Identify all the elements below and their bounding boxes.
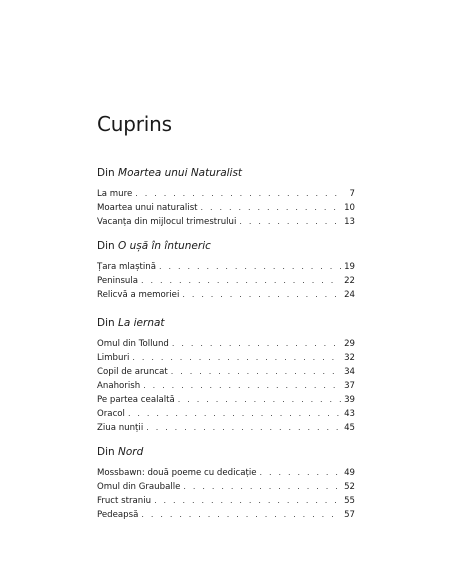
entry-title: Vacanța din mijlocul trimestrului: [97, 217, 237, 227]
section-book-title: La iernat: [118, 317, 165, 329]
entry-title: Omul din Grauballe: [97, 482, 181, 492]
dot-leader: [178, 393, 341, 407]
entry-page-number: 10: [344, 203, 355, 213]
entry-page-number: 13: [344, 217, 355, 227]
toc-entry: [97, 187, 355, 201]
dot-leader: [132, 351, 341, 365]
toc-entry: [97, 407, 355, 421]
entry-title: La mure: [97, 189, 133, 199]
toc-entry: [97, 494, 355, 508]
toc-entry: [97, 480, 355, 494]
dot-leader: [146, 421, 341, 435]
section-heading: [97, 240, 355, 254]
entry-page-number: 7: [349, 189, 355, 199]
entry-page-number: 24: [344, 290, 355, 300]
toc-entry: [97, 337, 355, 351]
toc-entry: [97, 288, 355, 302]
toc-section: [97, 317, 355, 435]
entry-title: Fruct straniu: [97, 496, 152, 506]
section-prefix: Din: [97, 317, 115, 329]
toc-entry: [97, 260, 355, 274]
section-book-title: O ușă în întuneric: [118, 240, 211, 252]
entry-title: Copil de aruncat: [97, 367, 168, 377]
entry-title: Relicvă a memoriei: [97, 290, 180, 300]
entry-page-number: 55: [344, 496, 355, 506]
dot-leader: [183, 480, 341, 494]
entry-page-number: 29: [344, 339, 355, 349]
toc-entry: [97, 508, 355, 522]
dot-leader: [182, 288, 341, 302]
toc-entry: [97, 365, 355, 379]
dot-leader: [171, 365, 341, 379]
entry-title: Omul din Tollund: [97, 339, 169, 349]
entry-title: Moartea unui naturalist: [97, 203, 198, 213]
entry-page-number: 32: [344, 353, 355, 363]
entry-page-number: 22: [344, 276, 355, 286]
section-book-title: Moartea unui Naturalist: [118, 167, 243, 179]
entry-title: Oracol: [97, 409, 125, 419]
entry-title: Țara mlaștină: [97, 262, 157, 272]
dot-leader: [260, 466, 342, 480]
section-book-title: Nord: [118, 446, 144, 458]
entry-title: Pedeapsă: [97, 510, 139, 520]
dot-leader: [154, 494, 341, 508]
dot-leader: [141, 508, 341, 522]
entry-title: Mossbawn: două poeme cu dedicație: [97, 468, 257, 478]
toc-section: [97, 446, 355, 522]
entry-page-number: 52: [344, 482, 355, 492]
section-heading: [97, 167, 355, 181]
toc-entry: [97, 421, 355, 435]
entry-title: Limburi: [97, 353, 130, 363]
entry-title: Peninsula: [97, 276, 139, 286]
dot-leader: [128, 407, 341, 421]
toc-entry: [97, 466, 355, 480]
entry-page-number: 37: [344, 381, 355, 391]
toc-entry: [97, 393, 355, 407]
section-prefix: Din: [97, 240, 115, 252]
dot-leader: [239, 215, 341, 229]
section-heading: [97, 446, 355, 460]
entry-page-number: 43: [344, 409, 355, 419]
entry-title: Ziua nunții: [97, 423, 144, 433]
toc-entry: [97, 274, 355, 288]
entry-title: Anahorish: [97, 381, 141, 391]
entry-page-number: 39: [344, 395, 355, 405]
toc-entry: [97, 351, 355, 365]
toc-entry: [97, 379, 355, 393]
toc-section: [97, 167, 355, 229]
entry-page-number: 19: [344, 262, 355, 272]
dot-leader: [172, 337, 341, 351]
toc-entry: [97, 201, 355, 215]
toc-section: [97, 240, 355, 302]
toc-entry: [97, 215, 355, 229]
entry-page-number: 49: [344, 468, 355, 478]
page-title: Cuprins: [97, 112, 172, 136]
dot-leader: [135, 187, 342, 201]
entry-page-number: 34: [344, 367, 355, 377]
entry-title: Pe partea cealaltă: [97, 395, 175, 405]
entry-page-number: 57: [344, 510, 355, 520]
dot-leader: [159, 260, 341, 274]
dot-leader: [143, 379, 341, 393]
dot-leader: [201, 201, 342, 215]
section-prefix: Din: [97, 446, 115, 458]
dot-leader: [141, 274, 341, 288]
section-prefix: Din: [97, 167, 115, 179]
section-heading: [97, 317, 355, 331]
entry-page-number: 45: [344, 423, 355, 433]
